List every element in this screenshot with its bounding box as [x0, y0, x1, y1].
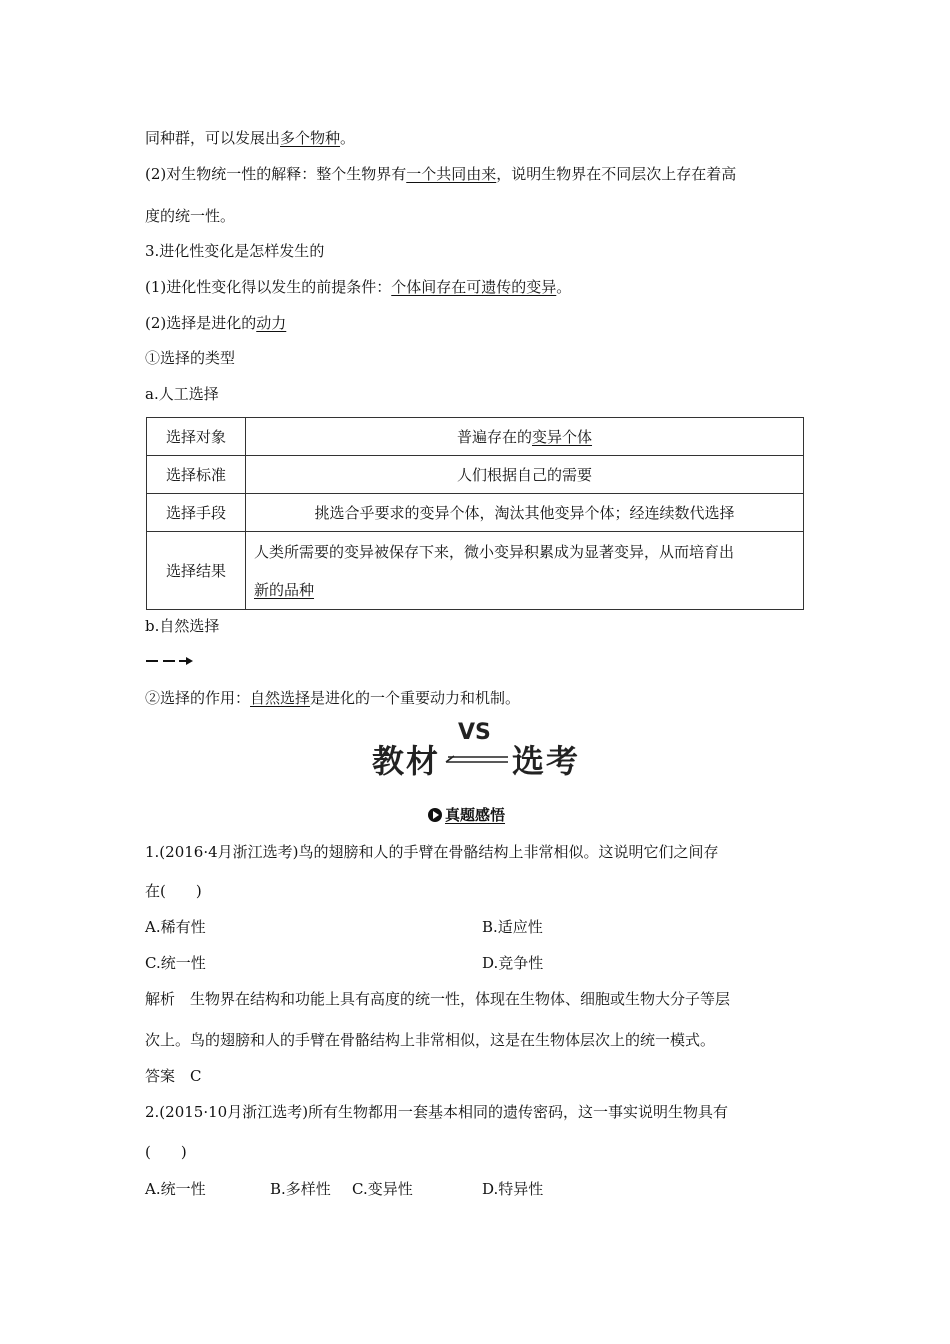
table-value: 挑选合乎要求的变异个体，淘汰其他变异个体；经连续数代选择 [246, 494, 804, 532]
play-icon [428, 808, 442, 822]
dashed-arrow-icon [145, 654, 193, 668]
question-1-option-d: D.竞争性 [482, 954, 544, 972]
paragraph-selection-role: ②选择的作用：自然选择是进化的一个重要动力和机制。 [145, 689, 521, 707]
question-1-option-b: B.适应性 [482, 918, 543, 936]
artificial-selection-table [146, 417, 804, 610]
underlined-answer: 多个物种 [280, 129, 341, 147]
textbook-vs-exam-banner [372, 720, 582, 780]
section-title: 真题感悟 [428, 804, 505, 825]
heading-evolution-change: 3.进化性变化是怎样发生的 [145, 242, 325, 260]
table-value: 人们根据自己的需要 [246, 456, 804, 494]
question-2-option-b: B.多样性 [270, 1180, 331, 1198]
table-value: 普遍存在的变异个体 [246, 418, 804, 456]
underlined-answer: 变异个体 [532, 428, 593, 446]
table-row [147, 456, 804, 494]
underlined-answer: 个体间存在可遗传的变异 [391, 278, 557, 296]
banner-left-word: 教材 [372, 742, 441, 780]
table-key: 选择结果 [147, 532, 246, 610]
paragraph-unity-cont: 度的统一性。 [145, 207, 236, 225]
underlined-answer: 新的品种 [254, 580, 315, 599]
table-key: 选择标准 [147, 456, 246, 494]
question-2-option-c: C.变异性 [352, 1180, 413, 1198]
table-row [147, 532, 804, 610]
question-2-stem: 2.(2015·10月浙江选考)所有生物都用一套基本相同的遗传密码，这一事实说明生物具有 [145, 1103, 729, 1121]
double-arrow-icon [444, 754, 510, 766]
question-2-option-d: D.特异性 [482, 1180, 544, 1198]
question-1-option-a: A.稀有性 [145, 918, 206, 936]
question-1-answer: 答案 C [145, 1067, 202, 1085]
table-row [147, 418, 804, 456]
paragraph-selection-power: (2)选择是进化的动力 [145, 314, 287, 332]
table-key: 选择手段 [147, 494, 246, 532]
question-1-analysis-cont: 次上。鸟的翅膀和人的手臂在骨骼结构上非常相似，这是在生物体层次上的统一模式。 [145, 1031, 716, 1049]
table-value: 人类所需要的变异被保存下来，微小变异积累成为显著变异，从而培育出 新的品种 [246, 532, 804, 610]
underlined-answer: 一个共同由来 [406, 165, 497, 183]
table-key: 选择对象 [147, 418, 246, 456]
table-row [147, 494, 804, 532]
question-1-analysis: 解析 生物界在结构和功能上具有高度的统一性，体现在生物体、细胞或生物大分子等层 [145, 990, 731, 1008]
paragraph-species: 同种群，可以发展出多个物种。 [145, 129, 356, 147]
underlined-answer: 动力 [256, 314, 287, 332]
question-2-stem-cont: ( ) [145, 1143, 187, 1161]
banner-vs: VS [458, 720, 491, 745]
heading-natural-selection: b.自然选择 [145, 617, 220, 635]
question-1-stem-cont: 在( ) [145, 882, 202, 900]
paragraph-unity: (2)对生物统一性的解释：整个生物界有一个共同由来，说明生物界在不同层次上存在着高 [145, 165, 737, 183]
paragraph-premise: (1)进化性变化得以发生的前提条件：个体间存在可遗传的变异。 [145, 278, 572, 296]
question-1-stem: 1.(2016·4月浙江选考)鸟的翅膀和人的手臂在骨骼结构上非常相似。这说明它们之间存 [145, 843, 719, 861]
heading-artificial-selection: a.人工选择 [145, 385, 219, 403]
question-1-option-c: C.统一性 [145, 954, 206, 972]
banner-right-word: 选考 [512, 742, 581, 780]
question-2-option-a: A.统一性 [145, 1180, 206, 1198]
heading-selection-types: ①选择的类型 [145, 349, 236, 367]
underlined-answer: 自然选择 [250, 689, 311, 707]
